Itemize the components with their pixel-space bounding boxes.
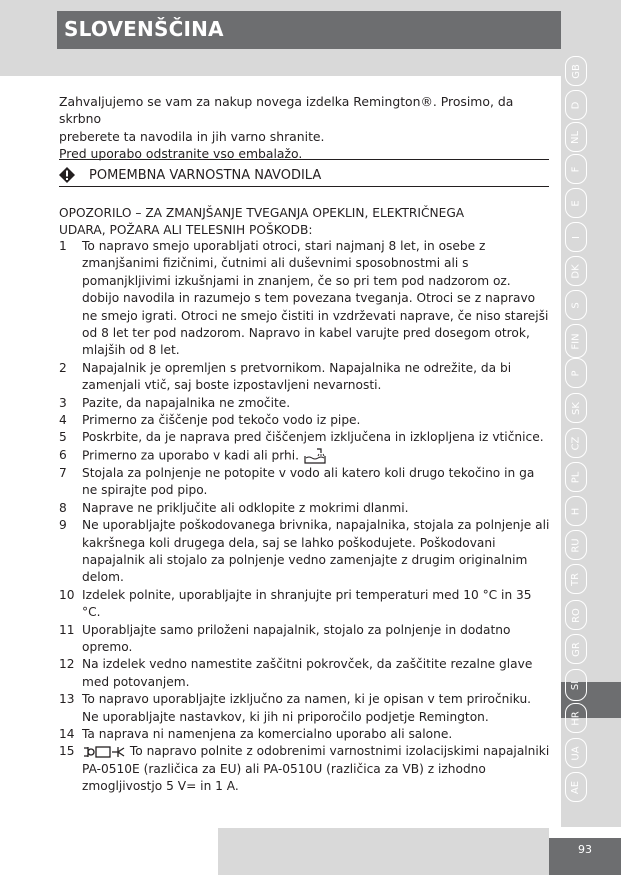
list-item-text xyxy=(82,360,551,395)
list-item-number: 5 xyxy=(59,430,67,445)
list-item-number: 4 xyxy=(59,413,67,428)
warning-text xyxy=(59,205,549,240)
language-tab-label: SI xyxy=(570,680,582,690)
section-rule-top xyxy=(59,159,549,160)
language-tab-d[interactable] xyxy=(565,90,587,120)
bath-shower-icon xyxy=(303,447,327,465)
language-tab-label: RO xyxy=(570,607,582,623)
language-tab-si[interactable] xyxy=(565,669,587,701)
intro-line: Pred uporabo odstranite vso embalažo. xyxy=(59,145,303,161)
language-tab-label: DK xyxy=(570,263,582,279)
footer-band xyxy=(218,828,549,875)
list-item xyxy=(59,429,551,446)
list-item-number: 11 xyxy=(59,622,75,637)
list-item-number: 15 xyxy=(59,744,75,759)
list-item-number: 7 xyxy=(59,465,67,480)
list-item-text xyxy=(82,622,551,657)
language-tab-label: SK xyxy=(570,401,582,415)
list-item-body: Poskrbite, da je naprava pred čiščenjem izključena in izklopljena iz vtičnice. xyxy=(82,430,544,445)
page-title: SLOVENŠČINA xyxy=(64,17,224,41)
language-tab-tr[interactable] xyxy=(565,564,587,594)
list-item-body: Na izdelek vedno namestite zaščitni pokrovček, da zaščitite rezalne glave med potovanjem. xyxy=(82,657,533,689)
language-tab-label: S xyxy=(570,301,582,309)
list-item-number: 12 xyxy=(59,657,75,672)
warning-line: OPOZORILO – ZA ZMANJŠANJE TVEGANJA OPEKLIN, ELEKTRIČNEGA xyxy=(59,206,465,220)
list-item xyxy=(59,395,551,412)
language-tab-label: H xyxy=(570,507,582,515)
list-item-body: Uporabljajte samo priloženi napajalnik, stojalo za polnjenje in dodatno opremo. xyxy=(82,622,511,654)
list-item-body: Pazite, da napajalnika ne zmočite. xyxy=(82,395,291,410)
list-item-body: To napravo uporabljajte izključno za namen, ki je opisan v tem priročniku. Ne uporabljajte nastavkov, ki jih ni priporočilo podjetje Remington. xyxy=(82,692,532,724)
language-tab-e[interactable] xyxy=(565,188,587,218)
list-item-body: Izdelek polnite, uporabljajte in shranjujte pri temperaturi med 10 °C in 35 °C. xyxy=(82,587,532,620)
list-item-text xyxy=(82,656,551,691)
intro-text xyxy=(59,93,551,162)
list-item-number: 6 xyxy=(59,447,67,462)
list-item-body: Naprave ne priključite ali odklopite z mokrimi dlanmi. xyxy=(82,500,409,515)
list-item xyxy=(59,447,551,465)
language-tab-ro[interactable] xyxy=(565,600,587,630)
list-item-text xyxy=(82,465,551,500)
language-tab-nl[interactable] xyxy=(565,122,587,152)
language-tab-fin[interactable] xyxy=(565,324,587,358)
list-item-text xyxy=(82,517,551,587)
language-tab-hr[interactable] xyxy=(565,703,587,733)
list-item-body: To napravo polnite z odobrenimi varnostnimi izolacijskimi napajalniki PA-0510E (različica za EU) ali PA-0510U (različica za VB) z izhodno zmogljivostjo 5 V= in 1 A. xyxy=(82,744,550,794)
list-item-text xyxy=(82,691,551,726)
section-heading xyxy=(59,164,549,186)
language-tab-label: HR xyxy=(570,710,582,726)
list-item-number: 14 xyxy=(59,726,75,741)
language-tab-sk[interactable] xyxy=(565,393,587,423)
section-rule-bottom xyxy=(59,186,549,187)
list-item-number: 9 xyxy=(59,518,67,533)
list-item-body: Stojala za polnjenje ne potopite v vodo ali katero koli drugo tekočino in ga ne spirajte pod pipo. xyxy=(82,465,535,498)
language-tab-label: UA xyxy=(570,745,582,761)
language-tab-label: RU xyxy=(570,537,582,553)
list-item-body: Napajalnik je opremljen s pretvornikom. Napajalnika ne odrežite, da bi zamenjali vtič, saj boste izpostavljeni nevarnosti. xyxy=(82,360,512,393)
list-item-text xyxy=(82,447,551,465)
list-item-body: Primerno za uporabo v kadi ali prhi. xyxy=(82,448,299,463)
language-tab-h[interactable] xyxy=(565,496,587,526)
language-tab-label: GB xyxy=(570,63,582,79)
list-item-number: 3 xyxy=(59,395,67,410)
list-item-text xyxy=(82,587,551,622)
safety-list xyxy=(59,238,551,796)
warning-icon xyxy=(59,167,75,183)
section-heading-text: POMEMBNA VARNOSTNA NAVODILA xyxy=(89,167,322,183)
intro-line: preberete ta navodila in jih varno shranite. xyxy=(59,128,325,144)
list-item-number: 1 xyxy=(59,239,67,253)
language-tab-label: TR xyxy=(570,572,582,586)
language-tab-s[interactable] xyxy=(565,290,587,320)
list-item xyxy=(59,691,551,726)
list-item-number: 10 xyxy=(59,587,75,602)
language-tab-ru[interactable] xyxy=(565,530,587,560)
language-tab-pl[interactable] xyxy=(565,462,587,492)
language-tab-dk[interactable] xyxy=(565,256,587,286)
list-item xyxy=(59,587,551,622)
intro-line: Zahvaljujemo se vam za nakup novega izdelka Remington®. Prosimo, da skrbno xyxy=(59,94,514,127)
safety-transformer-icon xyxy=(82,745,126,759)
list-item-body: Ta naprava ni namenjena za komercialno uporabo ali salone. xyxy=(82,726,453,741)
list-item-text xyxy=(82,429,551,446)
language-tab-label: E xyxy=(570,199,582,207)
language-tab-label: NL xyxy=(570,130,582,144)
list-item xyxy=(59,517,551,587)
list-item-number: 2 xyxy=(59,360,67,375)
language-tab-ua[interactable] xyxy=(565,738,587,768)
list-item xyxy=(59,622,551,657)
list-item-body: Ne uporabljajte poškodovanega brivnika, napajalnika, stojala za polnjenje ali kakršnega koli drugega dela, saj se lahko poškodujete. Poškodovani napajalnik ali stojalo za polnjenje vedno zamenjajte z drugim originalnim delom. xyxy=(82,518,550,585)
list-item xyxy=(59,726,551,743)
language-tab-label: I xyxy=(570,235,582,239)
list-item-text xyxy=(82,412,551,429)
language-tab-f[interactable] xyxy=(565,154,587,184)
language-tab-label: PL xyxy=(570,471,582,483)
language-tab-ae[interactable] xyxy=(565,772,587,802)
language-tab-label: CZ xyxy=(570,436,582,450)
page-number: 93 xyxy=(549,838,621,875)
list-item-text xyxy=(82,238,551,360)
language-tab-cz[interactable] xyxy=(565,428,587,458)
language-tab-label: F xyxy=(570,166,582,172)
list-item-text xyxy=(82,500,551,517)
language-tab-label: D xyxy=(570,101,582,109)
language-tab-p[interactable] xyxy=(565,358,587,388)
list-item xyxy=(59,500,551,517)
list-item xyxy=(59,743,551,795)
warning-line: UDARA, POŽARA ALI TELESNIH POŠKODB: xyxy=(59,223,313,238)
list-item xyxy=(59,238,551,360)
list-item-body: To napravo smejo uporabljati otroci, stari najmanj 8 let, in osebe z zmanjšanimi fizičnimi, čutnimi ali duševnimi sposobnostmi ali s pomanjkljivimi izkušnjami in znanjem, če so pri tem pod nadzorom oz. dobijo navodila in razumejo s tem povezana tveganja. Otroci se z napravo ne smejo igrati. Otroci ne smejo čistiti in vzdrževati naprave, če niso starejši od 8 let ter pod nadzorom. Napravo in kabel varujte pred dosegom otrok, mlajših od 8 let. xyxy=(82,239,549,358)
list-item xyxy=(59,360,551,395)
language-tab-label: FIN xyxy=(570,332,582,350)
language-tab-label: GR xyxy=(570,641,582,657)
language-tab-label: AE xyxy=(570,780,582,794)
language-tab-gr[interactable] xyxy=(565,634,587,664)
language-tab-label: P xyxy=(570,369,582,377)
list-item-number: 8 xyxy=(59,500,67,515)
language-tab-i[interactable] xyxy=(565,222,587,252)
list-item xyxy=(59,412,551,429)
list-item-text xyxy=(82,726,551,743)
list-item-number: 13 xyxy=(59,692,75,707)
list-item-text xyxy=(82,395,551,412)
list-item-text xyxy=(82,743,551,795)
list-item xyxy=(59,465,551,500)
list-item-body: Primerno za čiščenje pod tekočo vodo iz pipe. xyxy=(82,413,361,428)
list-item xyxy=(59,656,551,691)
language-tab-gb[interactable] xyxy=(565,56,587,86)
